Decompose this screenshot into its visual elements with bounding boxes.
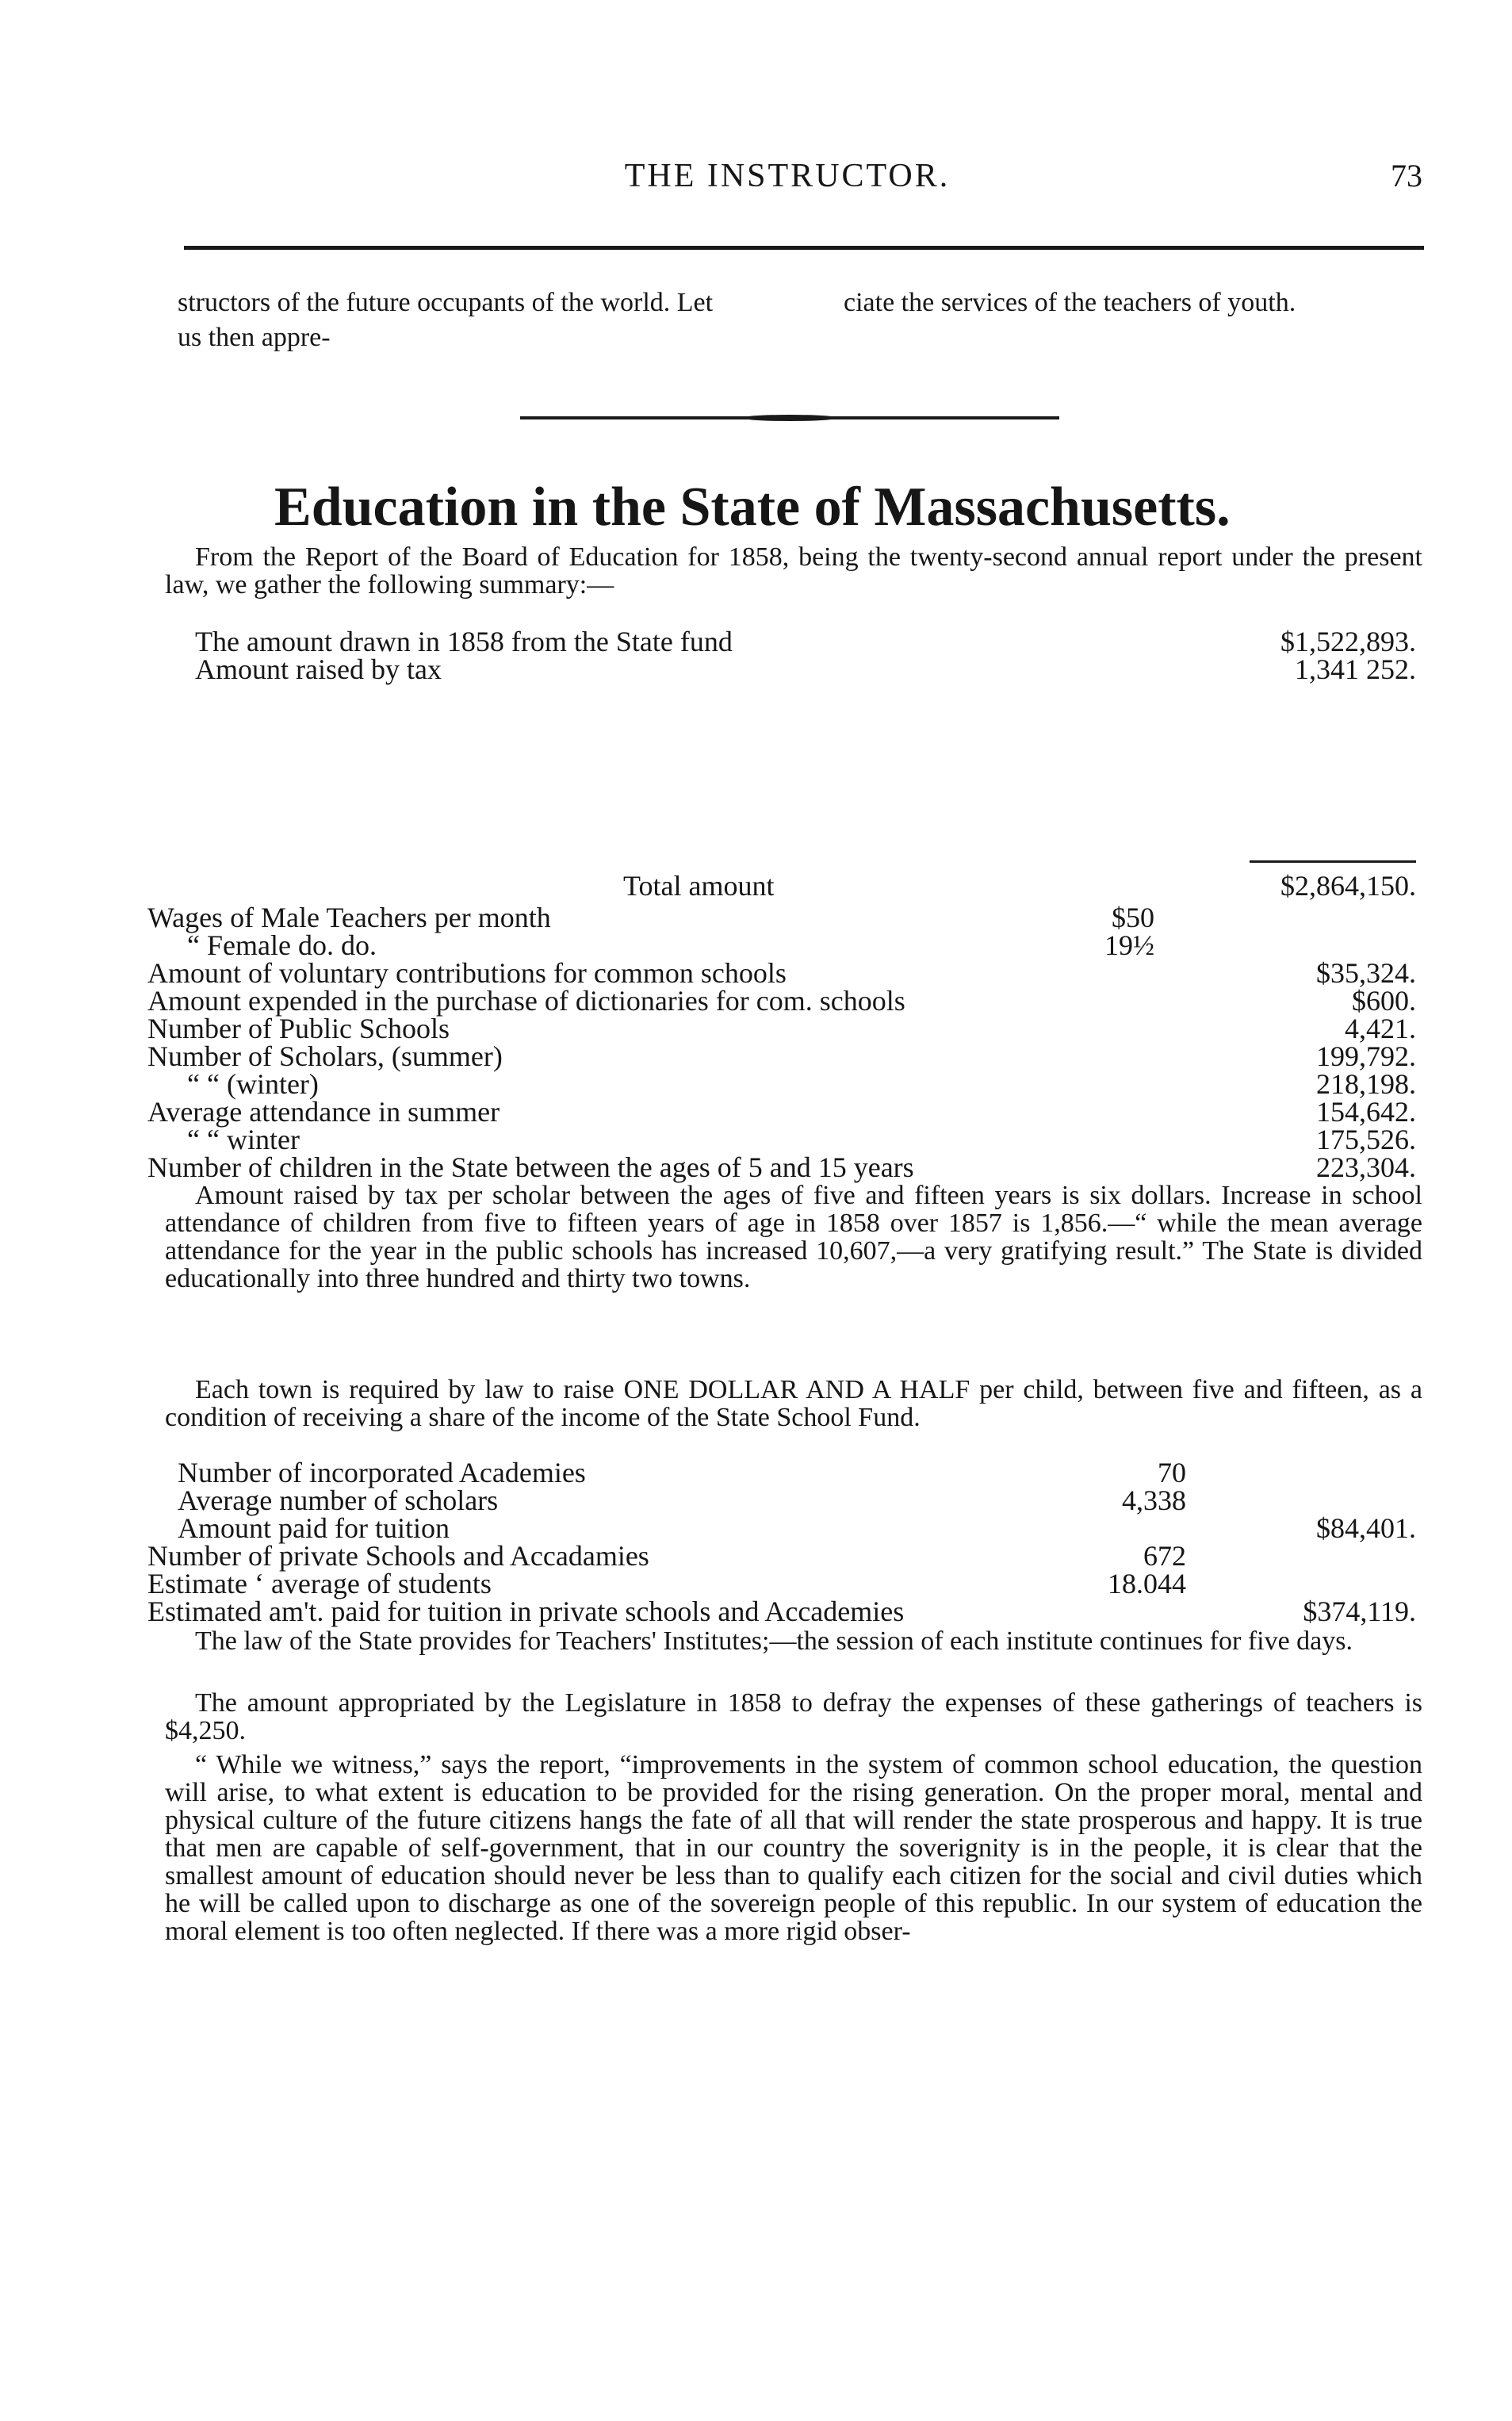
page-number: 73 [1391, 158, 1422, 193]
summary-total-value: $2,864,150. [1280, 870, 1416, 902]
summary-row [147, 1015, 1416, 1042]
academies-value: $374,119. [1303, 1595, 1416, 1627]
summary-value: $1,522,893. [1280, 626, 1416, 657]
summary-label: Amount raised by tax [195, 653, 442, 685]
summary-row [147, 1068, 1416, 1100]
summary-row [147, 904, 1154, 931]
summary-row [195, 628, 1416, 655]
continuation-right-column: ciate the services of the teachers of youth. [844, 288, 1296, 317]
summary-value: 218,198. [1316, 1068, 1416, 1100]
academies-count: 672 [1143, 1540, 1186, 1572]
summary-row [195, 653, 1416, 685]
summary-label: Wages of Male Teachers per month [147, 902, 551, 933]
summary-value: 4,421. [1345, 1013, 1416, 1044]
summary-value: 19½ [1104, 929, 1154, 961]
academies-label: Amount paid for tuition [178, 1512, 450, 1544]
academies-row [147, 1595, 1416, 1627]
towns-paragraph: Each town is required by law to raise ONE DOLLAR AND A HALF per child, between five and fifteen, as a condition of receiving a share of the income of the State School Fund. [165, 1375, 1422, 1432]
academies-label: Estimate ‘ average of students [147, 1568, 492, 1599]
summary-row [147, 957, 1416, 989]
academies-row [178, 1512, 1416, 1544]
academies-label: Number of private Schools and Accadamies [147, 1540, 649, 1572]
running-head [147, 111, 1427, 194]
academies-row [178, 1459, 1416, 1486]
intro-paragraph: From the Report of the Board of Education for 1858, being the twenty-second annual report under the present law, we gather the following summary:— [165, 542, 1422, 600]
academies-row [147, 1570, 1416, 1597]
summary-value: 223,304. [1316, 1151, 1416, 1183]
academies-count: 70 [1158, 1457, 1186, 1488]
academies-value: $84,401. [1316, 1512, 1416, 1544]
tax-paragraph: Amount raised by tax per scholar between the ages of five and fifteen years is six dollars. Increase in school attendance of children from five to fifteen years of age in 1858 over 1857 is 1,856.—“ while the mean average attendance for the year in the public schools has increased 10,607,—a very gratifying result.” The State is divided educationally into three hundred and thirty two towns. [165, 1181, 1422, 1293]
academies-count: 18.044 [1108, 1568, 1186, 1599]
summary-value: 199,792. [1316, 1040, 1416, 1072]
report-quote-paragraph: “ While we witness,” says the report, “improvements in the system of common school education, the question will arise, to what extent is education to be provided for the rising generation. On the proper moral, mental and physical culture of the future citizens hangs the fate of all that will render the state prosperous and happy. It is true that men are capable of self-government, that in our country the soverignity is in the people, it is clear that the smallest amount of education should never be less than to qualify each citizen for the social and civil duties which he will be called upon to discharge as one of the sovereign people of this republic. In our system of education the moral element is too often neglected. If there was a more rigid obser- [165, 1750, 1422, 1946]
legislature-paragraph: The amount appropriated by the Legislature in 1858 to defray the expenses of these gatherings of teachers is $4,250. [165, 1688, 1422, 1745]
summary-label: Amount expended in the purchase of dictionaries for com. schools [147, 985, 905, 1017]
summary-value: $600. [1352, 985, 1416, 1017]
summary-label: Number of Public Schools [147, 1013, 450, 1044]
summary-row [147, 1151, 1416, 1183]
academies-row [147, 1540, 1416, 1572]
summary-total-row [623, 870, 1416, 902]
summary-row [147, 929, 1154, 961]
law-paragraph: The law of the State provides for Teachers' Institutes;—the session of each institute continues for five days. [195, 1626, 1353, 1656]
summary-total-label: Total amount [623, 870, 775, 902]
summary-label: The amount drawn in 1858 from the State fund [195, 626, 733, 657]
academies-label: Number of incorporated Academies [178, 1457, 586, 1488]
section-divider-ornament [520, 415, 1059, 421]
academies-row [178, 1484, 1416, 1516]
academies-label: Estimated am't. paid for tuition in private schools and Accademies [147, 1595, 905, 1627]
academies-label: Average number of scholars [178, 1484, 499, 1516]
summary-value: 1,341 252. [1295, 653, 1416, 685]
running-title: THE INSTRUCTOR. [624, 158, 951, 194]
summary-value: 175,526. [1316, 1124, 1416, 1155]
summary-label: Average attendance in summer [147, 1096, 500, 1128]
article-title: Education in the State of Massachusetts. [274, 477, 1231, 538]
summary-value: $35,324. [1316, 957, 1416, 989]
header-rule [184, 246, 1424, 250]
summary-row [147, 1040, 1416, 1072]
summary-value: 154,642. [1316, 1096, 1416, 1128]
page [147, 111, 1427, 1946]
summary-label: “ “ winter [187, 1124, 300, 1155]
summary-label: Number of Scholars, (summer) [147, 1040, 503, 1072]
summary-label: “ Female do. do. [187, 929, 377, 961]
total-rule [1250, 860, 1416, 863]
summary-label: Number of children in the State between the ages of 5 and 15 years [147, 1151, 914, 1183]
summary-label: Amount of voluntary contributions for common schools [147, 957, 787, 989]
summary-row [147, 1126, 1416, 1153]
summary-row [147, 1096, 1416, 1128]
summary-row [147, 985, 1416, 1017]
summary-label: “ “ (winter) [187, 1068, 319, 1100]
continuation-left-column: structors of the future occupants of the world. Let us then appre- [178, 288, 714, 352]
summary-value: $50 [1112, 902, 1154, 933]
academies-count: 4,338 [1122, 1484, 1186, 1516]
